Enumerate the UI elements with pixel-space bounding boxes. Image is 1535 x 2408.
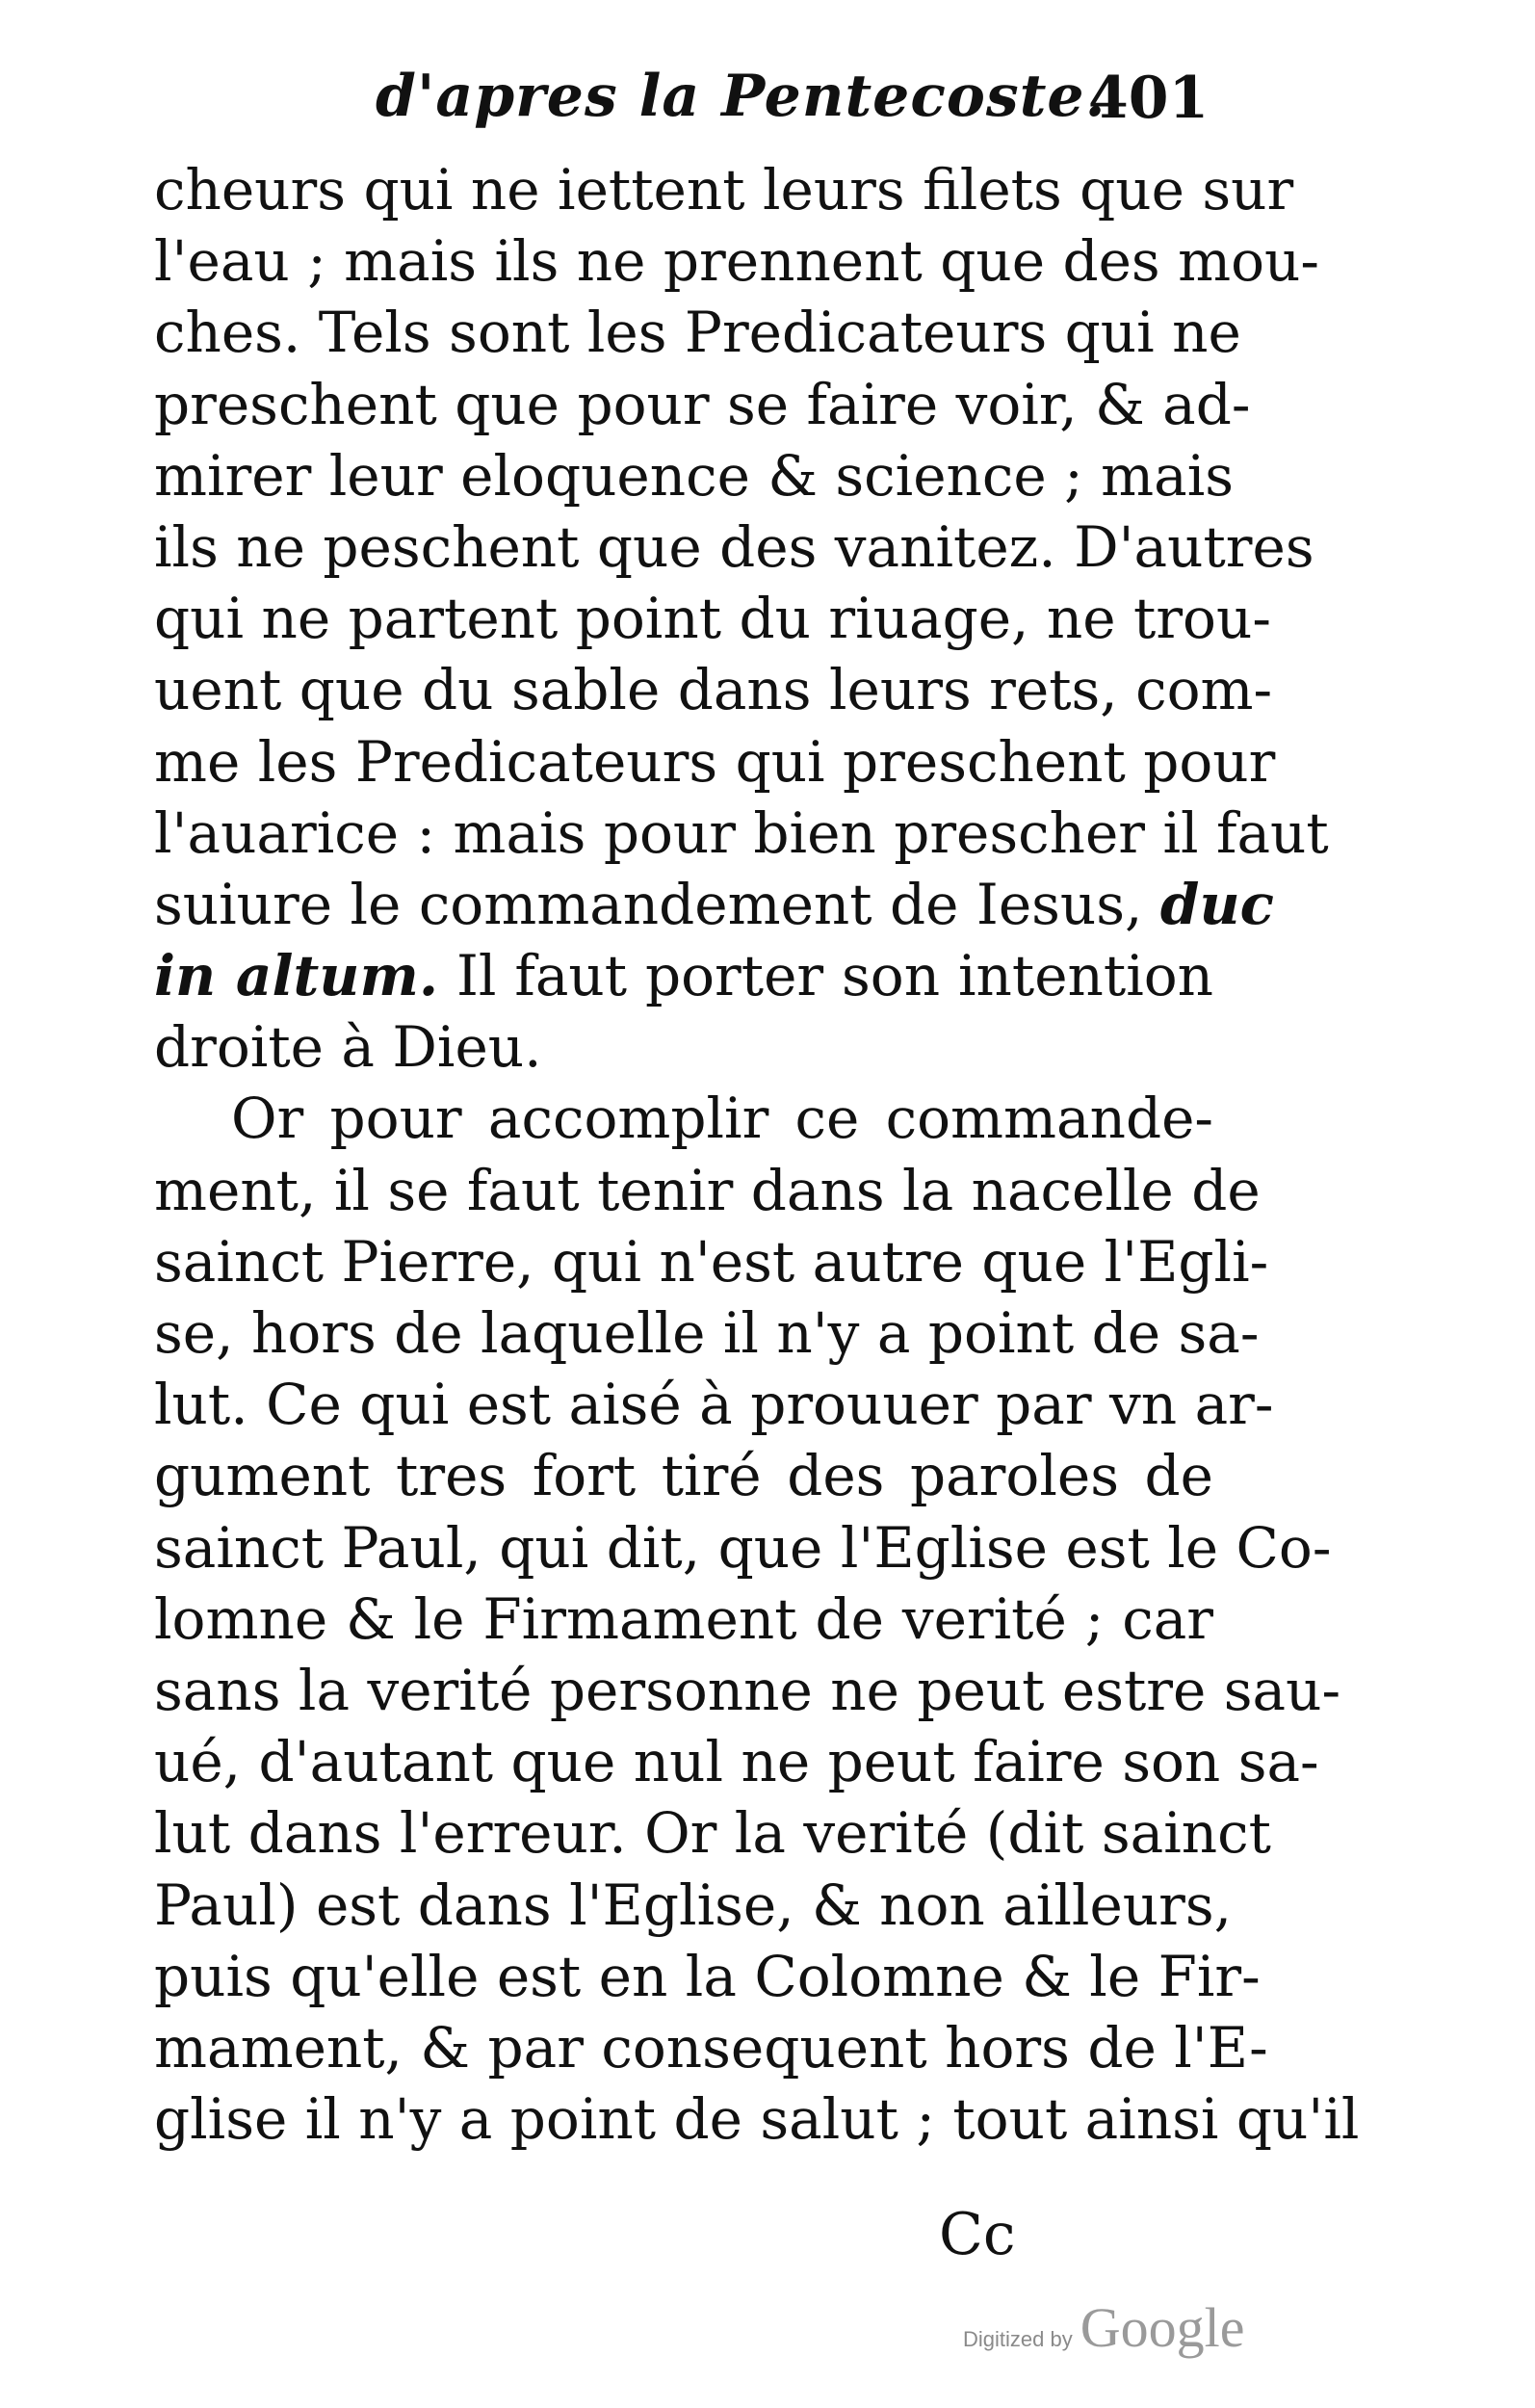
text-line: cheurs qui ne iettent leurs filets que sur (154, 157, 1294, 222)
text-line: sainct Pierre, qui n'est autre que l'Egli- (154, 1228, 1269, 1295)
text-line: lomne & le Firmament de verité ; car (154, 1585, 1213, 1652)
text-segment: suiure le commandement de Iesus, (154, 871, 1143, 937)
text-line: lut dans l'erreur. Or la verité (dit sainct (154, 1800, 1271, 1867)
text-line: droite à Dieu. (154, 1014, 542, 1081)
text-line: lut. Ce qui est aisé à prouuer par vn ar- (154, 1372, 1274, 1438)
text-line: Paul) est dans l'Eglise, & non ailleurs, (154, 1871, 1233, 1938)
text-line: gument tres fort tiré des paroles de (154, 1443, 1213, 1509)
latin-quote: in altum. (154, 943, 439, 1009)
text-line: ment, il se faut tenir dans la nacelle de (154, 1157, 1261, 1223)
text-line: qui ne partent point du riuage, ne trou- (154, 586, 1271, 652)
paragraph-start-line: Or pour accomplir ce commande- (231, 1086, 1213, 1152)
text-line: se, hors de laquelle il n'y a point de sa- (154, 1300, 1260, 1366)
text-line (154, 869, 1274, 940)
google-logo: Google (1080, 2296, 1245, 2359)
text-line: uent que du sable dans leurs rets, com- (154, 657, 1273, 723)
signature-mark: Cc (939, 2201, 1016, 2268)
text-line: ches. Tels sont les Predicateurs qui ne (154, 300, 1241, 366)
text-line: puis qu'elle est en la Colomne & le Fir- (154, 1943, 1261, 2009)
text-line (154, 940, 1213, 1011)
text-line: ué, d'autant que nul ne peut faire son sa- (154, 1729, 1319, 1795)
text-line: l'auarice : mais pour bien prescher il faut (154, 799, 1329, 866)
body-text (154, 154, 1360, 2155)
watermark-prefix: Digitized by (963, 2327, 1073, 2351)
text-line: l'eau ; mais ils ne prennent que des mou- (154, 228, 1319, 295)
text-line: glise il n'y a point de salut ; tout ainsi qu'il (154, 2086, 1360, 2153)
page-number: 401 (1088, 65, 1210, 132)
text-segment: Il faut porter son intention (455, 943, 1214, 1009)
text-line: preschent que pour se faire voir, & ad- (154, 371, 1251, 437)
latin-quote: duc (1159, 871, 1274, 937)
digitized-by-google-watermark (963, 2296, 1245, 2359)
text-line: sans la verité personne ne peut estre sau- (154, 1657, 1341, 1723)
text-line: mirer leur eloquence & science ; mais (154, 442, 1235, 509)
text-line: sainct Paul, qui dit, que l'Eglise est le Co- (154, 1514, 1332, 1581)
running-head: d'apres la Pentecoste. (376, 63, 1106, 130)
text-line: mament, & par consequent hors de l'E- (154, 2014, 1268, 2081)
text-line: me les Predicateurs qui preschent pour (154, 728, 1276, 795)
text-line: ils ne peschent que des vanitez. D'autres (154, 513, 1314, 580)
